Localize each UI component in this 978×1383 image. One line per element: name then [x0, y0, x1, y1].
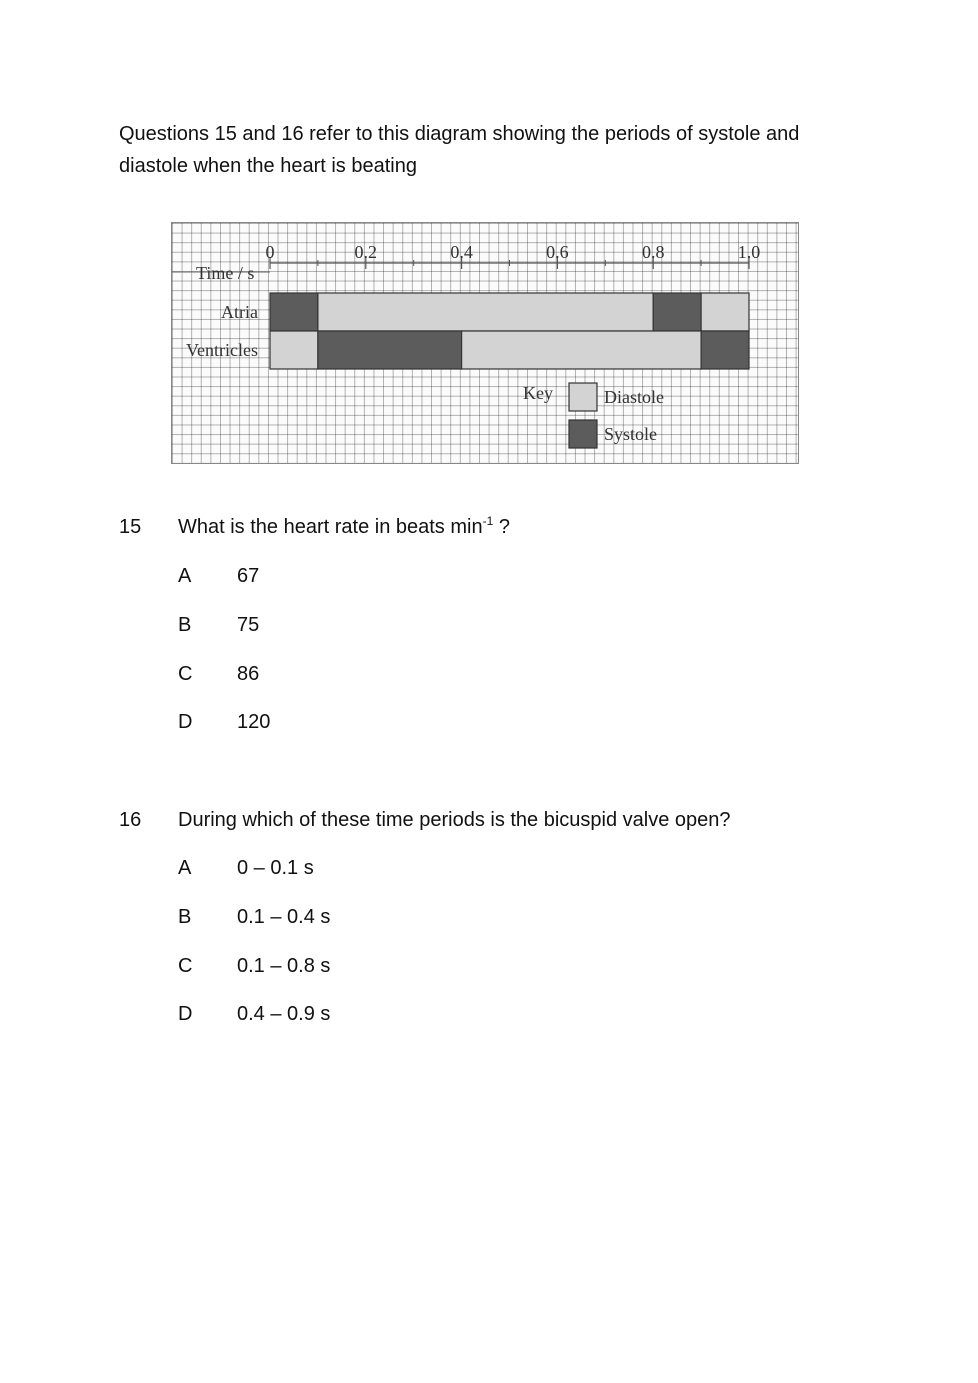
time-tick-label: 1.0	[737, 242, 761, 262]
q15-option-d-text[interactable]: 120	[237, 711, 271, 733]
q15-question	[178, 515, 510, 539]
time-tick-label: 0	[265, 242, 275, 262]
q15-option-b-text[interactable]: 75	[237, 614, 260, 636]
q16-text: During which of these time periods is the bicuspid valve open?	[178, 809, 731, 831]
q16-number: 16	[119, 809, 142, 831]
q15-text: What is the heart rate in beats min	[178, 516, 483, 538]
q15-option-d-letter[interactable]: D	[178, 711, 193, 733]
q15-superscript: -1	[482, 514, 494, 528]
row-label-ventricles: Ventricles	[186, 340, 258, 360]
q15-suffix: ?	[493, 516, 510, 538]
phase-bar-atria-diastole	[318, 293, 653, 331]
heart-cycle-diagram	[171, 222, 799, 464]
phase-bar-ventricles-diastole	[270, 331, 318, 369]
phase-bar-atria-systole	[270, 293, 318, 331]
q16-option-b-text[interactable]: 0.1 – 0.4 s	[237, 906, 331, 928]
chart-svg	[172, 223, 800, 465]
q16-option-c-text[interactable]: 0.1 – 0.8 s	[237, 955, 331, 977]
phase-bar-atria-diastole	[701, 293, 749, 331]
key-label: Key	[523, 383, 553, 403]
phase-bar-ventricles-systole	[318, 331, 462, 369]
legend-systole-swatch	[569, 420, 597, 448]
legend-diastole-swatch	[569, 383, 597, 411]
time-tick-label: 0.4	[450, 242, 473, 262]
q16-option-b-letter[interactable]: B	[178, 906, 192, 928]
intro-text: Questions 15 and 16 refer to this diagram showing the periods of systole and diastole when the heart is beating	[119, 123, 800, 177]
time-tick-label: 0.2	[354, 242, 378, 262]
q15-option-a-text[interactable]: 67	[237, 565, 260, 587]
legend-systole-label: Systole	[604, 424, 658, 444]
q16-option-a-text[interactable]: 0 – 0.1 s	[237, 857, 314, 879]
q15-option-a-letter[interactable]: A	[178, 565, 192, 587]
q15-number: 15	[119, 516, 142, 538]
phase-bar-atria-systole	[653, 293, 701, 331]
q16-option-a-letter[interactable]: A	[178, 857, 192, 879]
q16-option-d-letter[interactable]: D	[178, 1003, 193, 1025]
q15-option-b-letter[interactable]: B	[178, 614, 192, 636]
q16-option-c-letter[interactable]: C	[178, 955, 193, 977]
q16-option-d-text[interactable]: 0.4 – 0.9 s	[237, 1003, 331, 1025]
time-axis-label: Time / s	[196, 263, 255, 283]
phase-bar-ventricles-systole	[701, 331, 749, 369]
phase-bar-ventricles-diastole	[462, 331, 701, 369]
q15-option-c-letter[interactable]: C	[178, 663, 193, 685]
q15-option-c-text[interactable]: 86	[237, 663, 260, 685]
time-tick-label: 0.6	[546, 242, 569, 262]
legend-diastole-label: Diastole	[604, 387, 664, 407]
row-label-atria: Atria	[221, 302, 258, 322]
time-tick-label: 0.8	[641, 242, 665, 262]
